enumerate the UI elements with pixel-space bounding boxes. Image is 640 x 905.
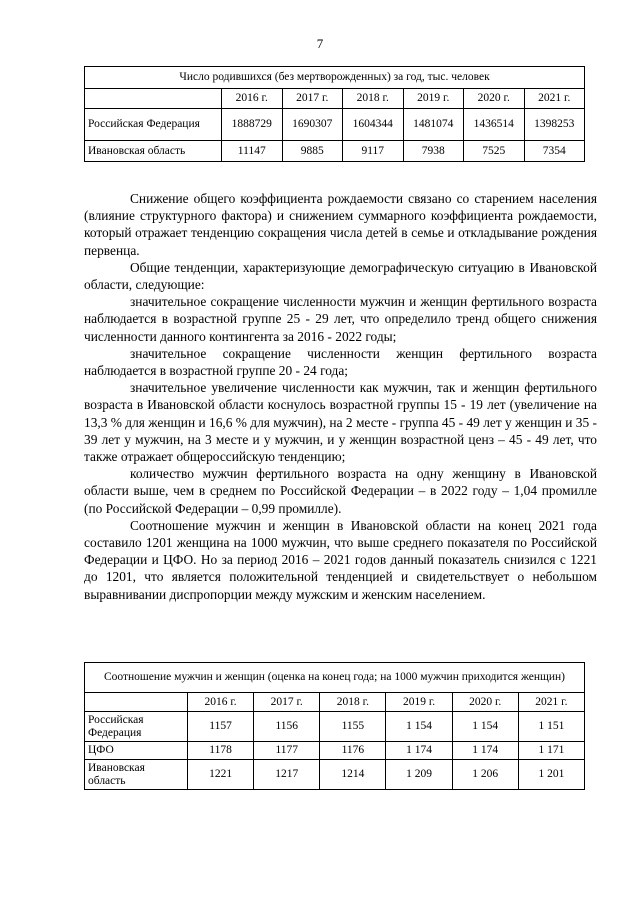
table-row [85,141,585,162]
page-number: 7 [316,36,324,51]
paragraph: Снижение общего коэффициента рождаемости связано со старением населения (влияние структурного фактора) и снижением суммарного коэффициента рождаемости, который отражает тенденцию сокращения числа детей в семье и откладывание рождения первенца. [84,191,597,258]
table-cell: 9885 [282,141,343,162]
ratio-year-header: 2021 г. [518,693,584,712]
row-label: ЦФО [85,742,188,760]
ratio-year-header: 2018 г. [320,693,386,712]
births-year-header: 2020 г. [464,89,525,109]
table-cell: 1 154 [452,712,518,742]
ratio-year-header: 2016 г. [188,693,254,712]
paragraph: Общие тенденции, характеризующие демографическую ситуацию в Ивановской области, следующие: [84,259,597,293]
births-table [84,66,585,162]
table-cell: 1178 [188,742,254,760]
ratio-table-title: Соотношение мужчин и женщин (оценка на конец года; на 1000 мужчин приходится женщин) [85,663,585,693]
row-label: Ивановская область [85,141,222,162]
table-row [85,760,585,790]
table-cell: 1 154 [386,712,452,742]
table-cell: 1398253 [524,109,585,141]
paragraph: количество мужчин фертильного возраста на одну женщину в Ивановской области выше, чем в среднем по Российской Федерации – в 2022 году – 1,04 промилле (по Российской Федерации – 0,99 промилле). [84,466,597,516]
table-row [85,712,585,742]
table-row [85,742,585,760]
ratio-table-corner [85,693,188,712]
table-cell: 1214 [320,760,386,790]
table-cell: 1176 [320,742,386,760]
table-cell: 1 201 [518,760,584,790]
table-cell: 1177 [254,742,320,760]
births-year-header: 2017 г. [282,89,343,109]
table-cell: 1155 [320,712,386,742]
table-cell: 1888729 [222,109,283,141]
body-text [84,190,597,603]
table-row [85,109,585,141]
table-cell: 11147 [222,141,283,162]
table-cell: 1436514 [464,109,525,141]
ratio-year-header: 2020 г. [452,693,518,712]
table-cell: 1 171 [518,742,584,760]
births-table-title: Число родившихся (без мертворожденных) за год, тыс. человек [85,67,585,89]
table-cell: 7938 [403,141,464,162]
paragraph: значительное сокращение численности женщин фертильного возраста наблюдается в возрастной группе 20 - 24 года; [84,345,597,379]
table-cell: 1481074 [403,109,464,141]
ratio-year-header: 2019 г. [386,693,452,712]
table-cell: 1156 [254,712,320,742]
table-cell: 1690307 [282,109,343,141]
row-label: Российская Федерация [85,109,222,141]
ratio-table [84,662,585,790]
paragraph: значительное сокращение численности мужчин и женщин фертильного возраста наблюдается в возрастной группе 25 - 29 лет, что определило тренд общего снижения численности данного контингента за 2016 - 2022 годы; [84,294,597,344]
ratio-year-header: 2017 г. [254,693,320,712]
paragraph: Соотношение мужчин и женщин в Ивановской области на конец 2021 года составило 1201 женщина на 1000 мужчин, что выше среднего показателя по Российской Федерации и ЦФО. Но за период 2016 – 2021 годов данный показатель снизился с 1221 до 1201, что является положительной тенденцией и свидетельствует о небольшом выравнивании диспропорции между мужским и женским населением. [84,517,597,602]
table-cell: 1221 [188,760,254,790]
table-cell: 1 174 [386,742,452,760]
table-cell: 1217 [254,760,320,790]
paragraph: значительное увеличение численности как мужчин, так и женщин фертильного возраста в Ивановской области коснулось возрастной группы 15 - 19 лет (увеличение на 13,3 % для женщин и 16,6 % для мужчин), на 2 месте - группа 45 - 49 лет у женщин и 35 - 39 лет у мужчин, на 3 месте и у мужчин, и у женщин возрастной ценз – 45 - 49 лет, что также отражает общероссийскую тенденцию; [84,380,597,465]
births-year-header: 2019 г. [403,89,464,109]
row-label: Ивановская область [85,760,188,790]
table-cell: 1 151 [518,712,584,742]
births-table-corner [85,89,222,109]
table-cell: 1 209 [386,760,452,790]
row-label: Российская Федерация [85,712,188,742]
births-year-header: 2018 г. [343,89,404,109]
table-cell: 1 206 [452,760,518,790]
table-cell: 7525 [464,141,525,162]
table-cell: 1157 [188,712,254,742]
table-cell: 9117 [343,141,404,162]
table-cell: 1604344 [343,109,404,141]
births-year-header: 2016 г. [222,89,283,109]
table-cell: 1 174 [452,742,518,760]
births-year-header: 2021 г. [524,89,585,109]
table-cell: 7354 [524,141,585,162]
